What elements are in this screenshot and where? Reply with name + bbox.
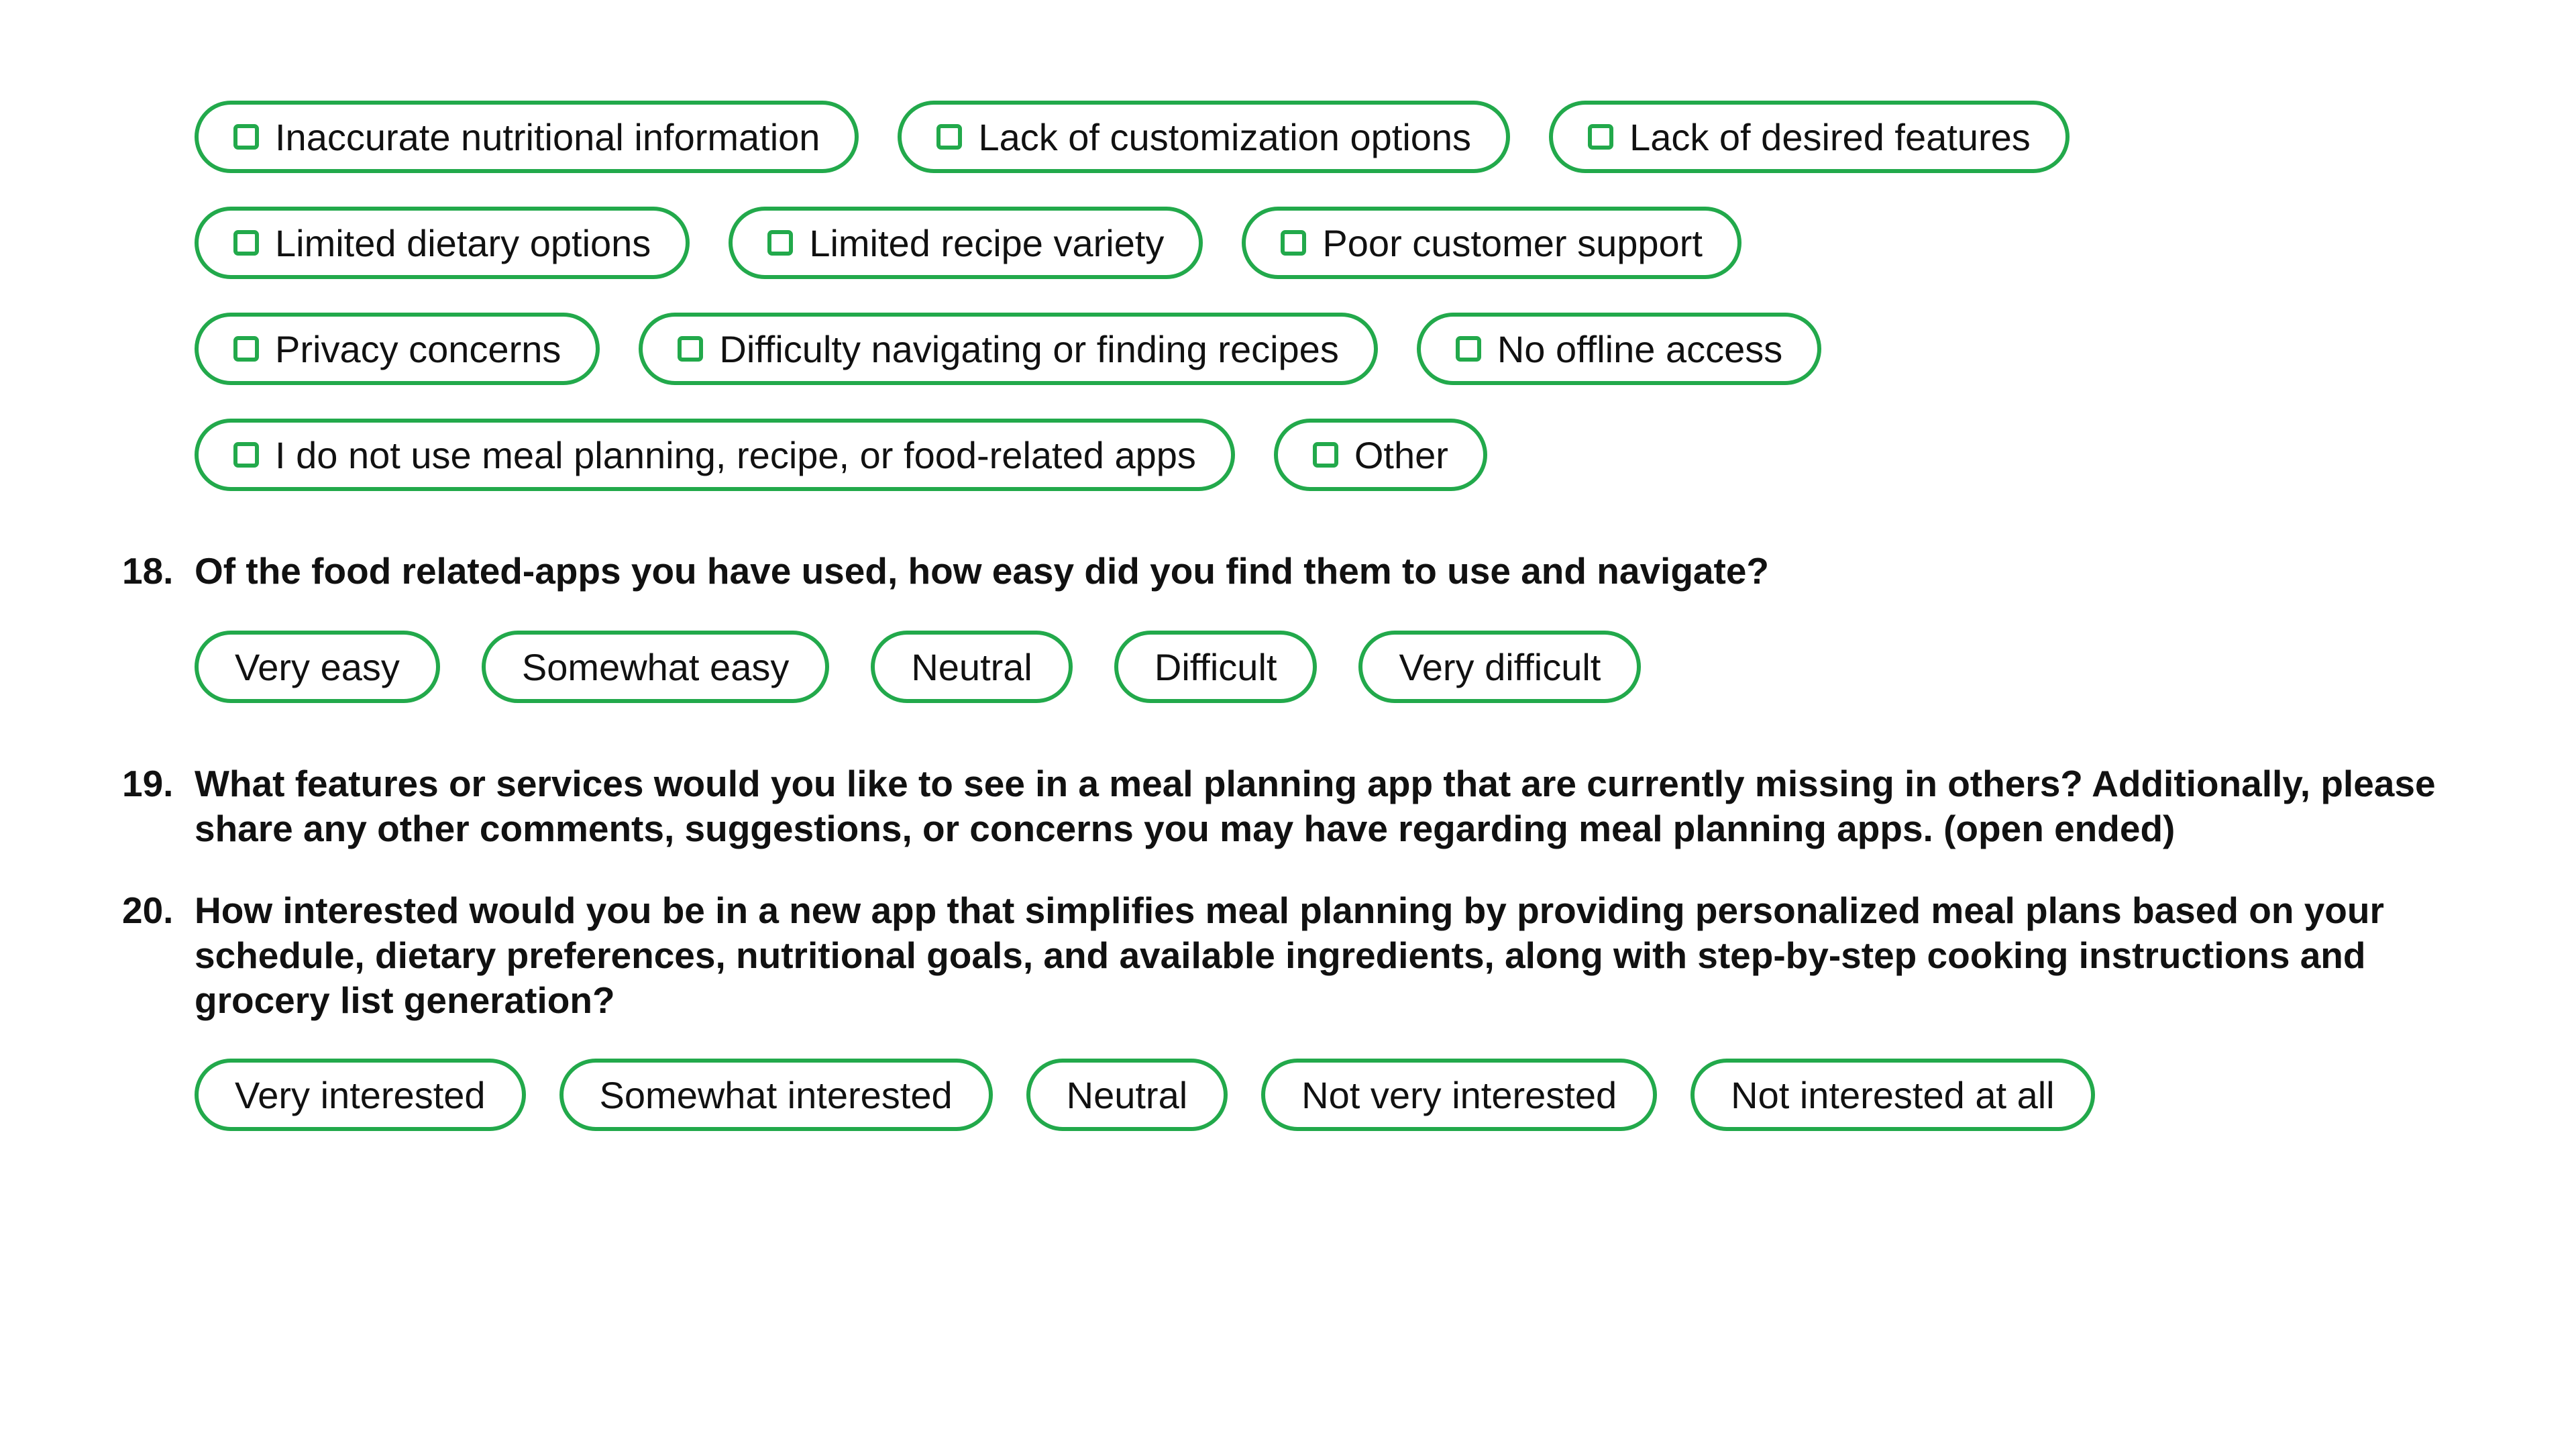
option-label: No offline access: [1497, 327, 1783, 370]
checkbox-icon[interactable]: [936, 124, 962, 150]
q17-option-lack-features[interactable]: [1549, 101, 2070, 173]
q18-option-somewhat-easy[interactable]: Somewhat easy: [482, 631, 829, 703]
checkbox-icon[interactable]: [233, 336, 259, 362]
option-label: Inaccurate nutritional information: [275, 115, 820, 158]
q20-option-somewhat-interested[interactable]: Somewhat interested: [559, 1059, 993, 1131]
q17-options: [195, 101, 2475, 525]
question-text: How interested would you be in a new app that simplifies meal planning by providing personalized meal plans based on your schedule, dietary preferences, nutritional goals, and available ingredients, along with step-by-step cooking instructions and grocery list generation?: [195, 890, 2384, 1021]
q20-option-not-very-interested[interactable]: Not very interested: [1261, 1059, 1657, 1131]
option-label: Other: [1354, 433, 1448, 476]
option-label: Privacy concerns: [275, 327, 561, 370]
q18-option-very-difficult[interactable]: Very difficult: [1358, 631, 1641, 703]
q17-option-inaccurate-nutrition[interactable]: [195, 101, 859, 173]
question-number: 19.: [122, 763, 174, 804]
question-number: 20.: [122, 890, 174, 931]
q20-option-neutral[interactable]: Neutral: [1026, 1059, 1228, 1131]
q17-option-limited-recipe[interactable]: [729, 207, 1203, 279]
q17-option-limited-dietary[interactable]: [195, 207, 690, 279]
checkbox-icon[interactable]: [1313, 442, 1338, 468]
q17-option-difficulty-navigating[interactable]: [639, 313, 1377, 385]
question-18: [122, 549, 2470, 594]
checkbox-icon[interactable]: [678, 336, 703, 362]
checkbox-icon[interactable]: [1281, 230, 1306, 256]
q20-option-very-interested[interactable]: Very interested: [195, 1059, 526, 1131]
option-label: Difficulty navigating or finding recipes: [719, 327, 1339, 370]
question-text: Of the food related-apps you have used, how easy did you find them to use and navigate?: [195, 550, 1770, 592]
checkbox-icon[interactable]: [233, 124, 259, 150]
q17-option-do-not-use[interactable]: [195, 419, 1235, 491]
question-text: What features or services would you like to see in a meal planning app that are currently missing in others? Additionally, please share any other comments, suggestions, or concerns you may have regarding meal planning apps. (open ended): [195, 763, 2436, 849]
checkbox-icon[interactable]: [767, 230, 793, 256]
q17-option-privacy[interactable]: [195, 313, 600, 385]
q17-option-row: [195, 313, 2475, 385]
q18-options: [195, 631, 1641, 703]
question-number: 18.: [122, 550, 174, 592]
checkbox-icon[interactable]: [233, 230, 259, 256]
q17-option-no-offline[interactable]: [1417, 313, 1821, 385]
q20-option-not-interested-at-all[interactable]: Not interested at all: [1690, 1059, 2094, 1131]
q17-option-row: [195, 207, 2475, 279]
question-20: [122, 888, 2470, 1023]
checkbox-icon[interactable]: [1588, 124, 1613, 150]
q18-option-neutral[interactable]: Neutral: [871, 631, 1073, 703]
checkbox-icon[interactable]: [1456, 336, 1481, 362]
option-label: Limited recipe variety: [809, 221, 1165, 264]
option-label: Limited dietary options: [275, 221, 651, 264]
question-19: [122, 761, 2470, 851]
q17-option-row: [195, 419, 2475, 491]
q17-option-row: [195, 101, 2475, 173]
option-label: Lack of desired features: [1629, 115, 2031, 158]
checkbox-icon[interactable]: [233, 442, 259, 468]
q18-option-very-easy[interactable]: Very easy: [195, 631, 440, 703]
q18-option-difficult[interactable]: Difficult: [1114, 631, 1318, 703]
option-label: Lack of customization options: [978, 115, 1472, 158]
option-label: I do not use meal planning, recipe, or food-related apps: [275, 433, 1196, 476]
q17-option-other[interactable]: [1274, 419, 1487, 491]
q17-option-poor-support[interactable]: [1242, 207, 1741, 279]
option-label: Poor customer support: [1322, 221, 1703, 264]
q17-option-lack-customization[interactable]: [898, 101, 1510, 173]
q20-options: [195, 1059, 2095, 1131]
